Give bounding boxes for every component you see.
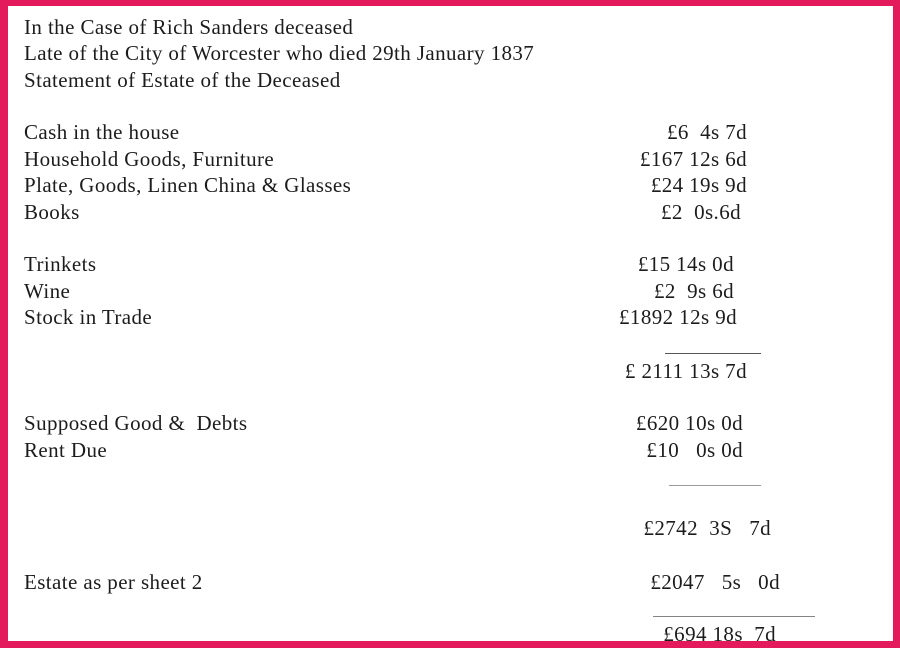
- subtotal-rule-2: [669, 485, 761, 486]
- item-amount-estate-sheet-2: £2047 5s 0d: [650, 570, 780, 594]
- subtotal-2-amount: £2742 3S 7d: [643, 516, 771, 540]
- item-amount-household: £167 12s 6d: [639, 147, 747, 171]
- item-amount-cash: £6 4s 7d: [666, 120, 747, 144]
- subtotal-rule-1: [665, 353, 761, 354]
- final-total-rule: [653, 616, 815, 617]
- item-label-household: Household Goods, Furniture: [24, 147, 275, 171]
- item-amount-books: £2 0s.6d: [660, 200, 741, 224]
- item-label-cash: Cash in the house: [24, 120, 180, 144]
- item-label-wine: Wine: [24, 279, 71, 303]
- header-statement-line: Statement of Estate of the Deceased: [24, 68, 341, 92]
- item-amount-wine: £2 9s 6d: [653, 279, 734, 303]
- subtotal-1-amount: £ 2111 13s 7d: [624, 359, 747, 383]
- item-amount-plate: £24 19s 9d: [650, 173, 747, 197]
- item-amount-stock: £1892 12s 9d: [619, 305, 737, 329]
- item-label-rent-due: Rent Due: [24, 438, 108, 462]
- item-amount-rent-due: £10 0s 0d: [646, 438, 743, 462]
- item-label-stock: Stock in Trade: [24, 305, 153, 329]
- item-label-books: Books: [24, 200, 80, 224]
- item-label-trinkets: Trinkets: [24, 252, 97, 276]
- header-case-line: In the Case of Rich Sanders deceased: [24, 15, 354, 39]
- item-label-plate: Plate, Goods, Linen China & Glasses: [24, 173, 352, 197]
- final-total-amount: £694 18s 7d: [663, 622, 776, 646]
- item-amount-supposed-debts: £620 10s 0d: [635, 411, 743, 435]
- item-amount-trinkets: £15 14s 0d: [637, 252, 734, 276]
- item-label-supposed-debts: Supposed Good & Debts: [24, 411, 248, 435]
- header-residence-line: Late of the City of Worcester who died 29th January 1837: [24, 41, 535, 65]
- item-label-estate-sheet-2: Estate as per sheet 2: [24, 570, 203, 594]
